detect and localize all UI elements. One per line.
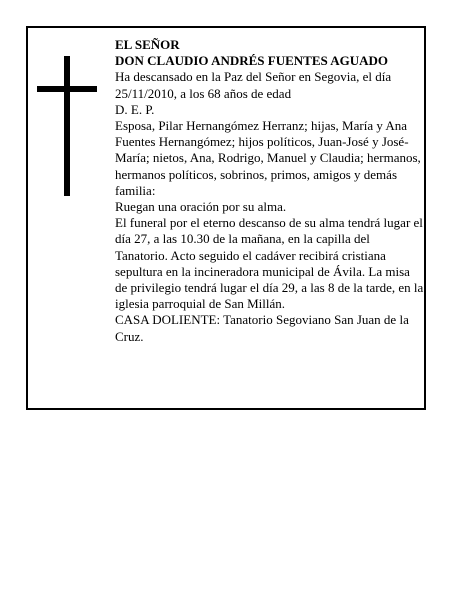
mourning-house: CASA DOLIENTE: Tanatorio Segoviano San Juan de la Cruz. [115,312,409,344]
dep-line: D. E. P. [115,101,155,117]
prayer-request: Ruegan una oración por su alma. [115,199,287,215]
obituary-text [115,37,425,345]
death-info: Ha descansado en la Paz del Señor en Segovia, el día 25/11/2010, a los 68 años de edad [115,69,392,101]
cross-horizontal-bar [37,86,97,92]
heading-title: EL SEÑOR [115,37,180,52]
funeral-details: El funeral por el eterno descanso de su alma tendrá lugar el día 27, a las 10.30 de la mañana, en la capilla del Tanatorio. Acto seguido el cadáver recibirá cristiana sepultura en la incineradora municipal de Ávila. La misa de privilegio tendrá lugar el día 29, a las 8 de la tarde, en la iglesia parroquial de San Millán. [115,215,424,312]
cross-icon [37,56,97,196]
deceased-name: DON CLAUDIO ANDRÉS FUENTES AGUADO [115,53,389,69]
cross-vertical-bar [64,56,70,196]
family-list: Esposa, Pilar Hernangómez Herranz; hijas, María y Ana Fuentes Hernangómez; hijos políticos, Juan-José y José-María; nietos, Ana, Rodrigo, Manuel y Claudia; hermanos, hermanos políticos, sobrinos, primos, amigos y demás familia: [115,118,421,198]
